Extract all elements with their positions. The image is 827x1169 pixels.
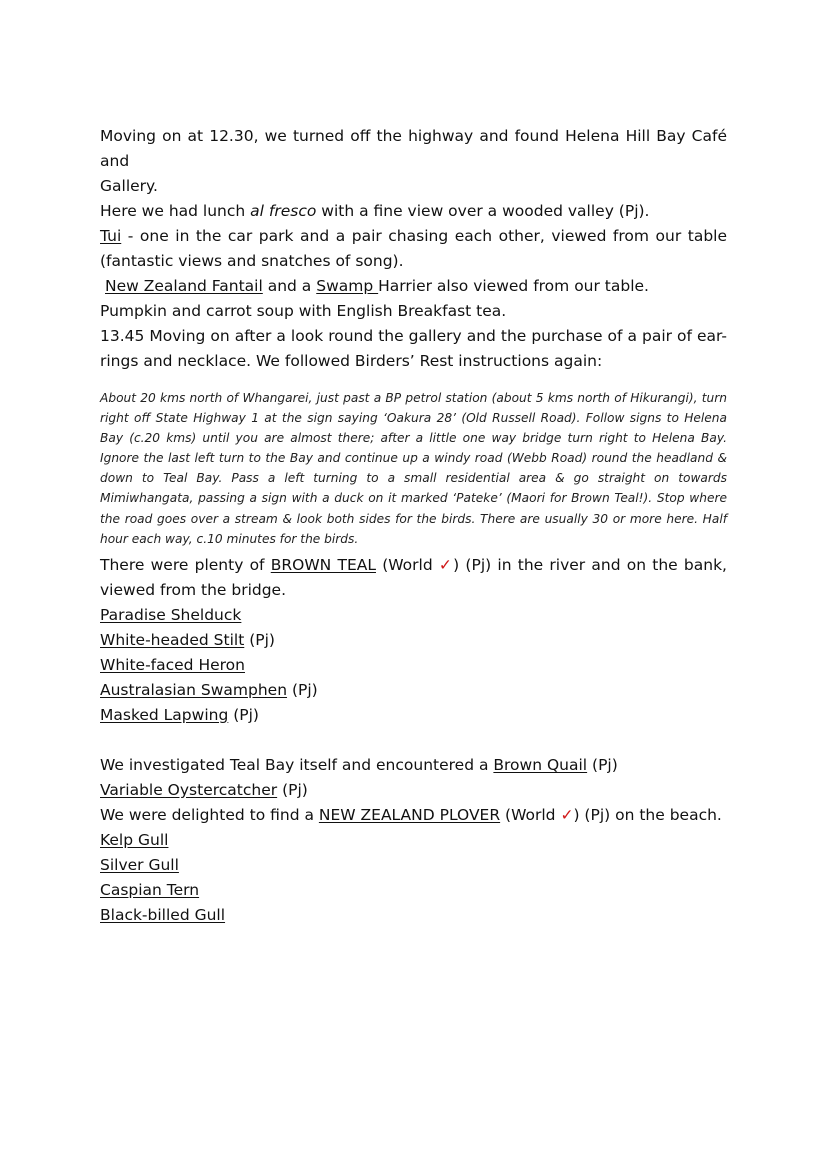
bird-name: Australasian Swamphen bbox=[100, 680, 288, 699]
text-span: (Pj) bbox=[277, 780, 308, 799]
bird-name: BROWN TEAL bbox=[270, 555, 376, 574]
trip-report-content bbox=[100, 124, 727, 928]
text-span: We investigated Teal Bay itself and encountered a bbox=[100, 755, 494, 774]
text-span: Moving on at 12.30, we turned off the highway and found Helena Hill Bay Café and bbox=[100, 127, 727, 170]
bird-name: NEW ZEALAND PLOVER bbox=[318, 805, 501, 824]
text-span: and a bbox=[262, 277, 317, 295]
bird-name: Brown Quail bbox=[493, 755, 588, 774]
text-span: (World bbox=[500, 805, 561, 824]
italic-text: al fresco bbox=[250, 202, 317, 220]
check-icon: ✓ bbox=[560, 805, 574, 824]
bird-name: New Zealand Fantail bbox=[105, 277, 263, 295]
text-span: (Pj) bbox=[287, 680, 318, 699]
bird-name: Kelp Gull bbox=[100, 830, 169, 849]
bird-name: Swamp bbox=[316, 277, 379, 295]
bird-list-item bbox=[100, 903, 727, 928]
bird-list-item bbox=[100, 853, 727, 878]
paragraph-line bbox=[100, 249, 727, 274]
text-span: (Pj) bbox=[244, 630, 275, 649]
paragraph-line bbox=[100, 803, 727, 828]
paragraph-line bbox=[100, 199, 727, 224]
bird-list-item bbox=[100, 653, 727, 678]
bird-name: Black-billed Gull bbox=[100, 905, 226, 924]
text-span: Harrier also viewed from our table. bbox=[378, 277, 649, 295]
paragraph-line bbox=[100, 224, 727, 249]
text-span: (fantastic views and snatches of song). bbox=[100, 252, 404, 270]
directions-quote: About 20 kms north of Whangarei, just past a BP petrol station (about 5 kms north of Hikurangi), turn right off State Highway 1 at the sign saying ‘Oakura 28’ (Old Russell Road). Follow signs to Helena Bay (c.20 kms) until you are almost there; after a little one way bridge turn right to Helena Bay. Ignore the last left turn to the Bay and continue up a windy road (Webb Road) round the headland & down to Teal Bay. Pass a left turning to a small residential area & go straight on towards Mimiwhangata, passing a sign with a duck on it marked ‘Pateke’ (Maori for Brown Teal!). Stop where the road goes over a stream & look both sides for the birds. There are usually 30 or more here. Half hour each way, c.10 minutes for the birds. bbox=[100, 391, 727, 546]
bird-name: White-headed Stilt bbox=[100, 630, 245, 649]
paragraph-line bbox=[100, 299, 727, 324]
text-span: with a fine view over a wooded valley (Pj). bbox=[316, 202, 650, 220]
text-span: There were plenty of bbox=[100, 555, 271, 574]
paragraph-line bbox=[100, 753, 727, 778]
paragraph-line bbox=[100, 578, 727, 603]
paragraph-line bbox=[100, 174, 727, 199]
bird-name: Silver Gull bbox=[100, 855, 179, 874]
paragraph-line bbox=[100, 778, 727, 803]
check-icon: ✓ bbox=[438, 555, 454, 574]
bird-name: Masked Lapwing bbox=[100, 705, 229, 724]
text-span: (Pj) bbox=[587, 755, 618, 774]
bird-list-item bbox=[100, 603, 727, 628]
bird-name: Variable Oystercatcher bbox=[100, 780, 278, 799]
text-span: ) (Pj) on the beach. bbox=[573, 805, 722, 824]
paragraph-line bbox=[100, 274, 727, 299]
bird-list-item bbox=[100, 703, 727, 728]
text-span: Pumpkin and carrot soup with English Breakfast tea. bbox=[100, 302, 507, 320]
text-span: rings and necklace. We followed Birders’ Rest instructions again: bbox=[100, 352, 603, 370]
paragraph-line bbox=[100, 124, 727, 174]
paragraph-line bbox=[100, 349, 727, 374]
spacer bbox=[100, 728, 727, 753]
text-span: (Pj) bbox=[228, 705, 259, 724]
text-span: Gallery. bbox=[100, 177, 158, 195]
bird-list-item bbox=[100, 878, 727, 903]
text-span: viewed from the bridge. bbox=[100, 580, 287, 599]
text-span: ) (Pj) in the river and on the bank, bbox=[453, 555, 727, 574]
bird-name: White-faced Heron bbox=[100, 655, 245, 674]
bird-name: Tui bbox=[100, 227, 122, 245]
text-span: We were delighted to find a bbox=[100, 805, 319, 824]
bird-name: Paradise Shelduck bbox=[100, 605, 242, 624]
text-span: Here we had lunch bbox=[100, 202, 251, 220]
text-span: (World bbox=[375, 555, 439, 574]
text-span: 13.45 Moving on after a look round the gallery and the purchase of a pair of ear- bbox=[100, 327, 727, 345]
bird-list-item bbox=[100, 678, 727, 703]
text-span: - one in the car park and a pair chasing each other, viewed from our table bbox=[121, 227, 727, 245]
paragraph-line bbox=[100, 324, 727, 349]
paragraph-line bbox=[100, 553, 727, 578]
bird-list-item bbox=[100, 828, 727, 853]
bird-list-item bbox=[100, 628, 727, 653]
bird-name: Caspian Tern bbox=[100, 880, 200, 899]
